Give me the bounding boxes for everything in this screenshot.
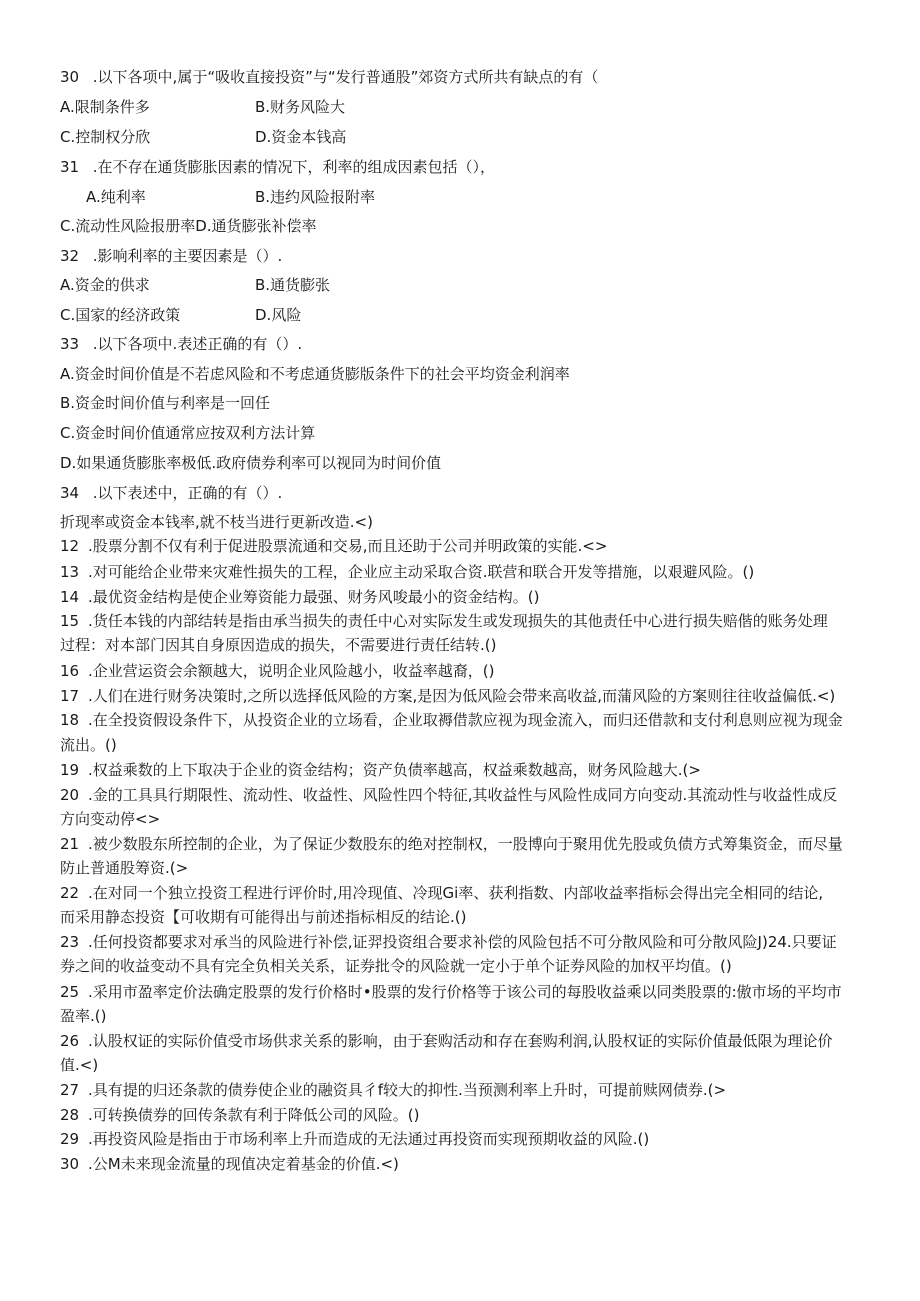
judgment-13: 13 .对可能给企业带来灾难性损失的工程，企业应主动采取合资.联营和联合开发等措施，以艰避风险。(): [60, 563, 755, 581]
judgment-26-cont: 值.<): [60, 1056, 99, 1074]
option-c: C.国家的经济政策: [60, 306, 181, 324]
judgment-20-cont: 方向变动停<>: [60, 810, 161, 828]
judgment-22: 22 .在对同一个独立投资工程进行评价时,用冷现值、冷现Gi率、获利指数、内部收益率指标会得出完全相同的结论,: [60, 884, 824, 902]
judgment-26: 26 .认股权证的实际价值受市场供求关系的影响，由于套购活动和存在套购利润,认股权证的实际价值最低限为理论价: [60, 1032, 833, 1050]
option-cd: C.流动性风险报册率D.通货膨张补偿率: [60, 217, 317, 235]
question-text: .影响利率的主要因素是（）.: [92, 247, 283, 265]
question-31: [60, 156, 495, 178]
judgment-25: 25 .采用市盈率定价法确定股票的发行价格时•股票的发行价格等于该公司的每股收益乘以同类股票的:傲市场的平均市: [60, 983, 842, 1001]
option-d: D.资金本钱高: [255, 128, 347, 146]
option-a: A.限制条件多: [60, 98, 150, 116]
option-c: C.控制权分欣: [60, 128, 151, 146]
option-a: A.资金的供求: [60, 276, 150, 294]
judgment-12: 12 .股票分割不仅有利于促进股票流通和交易,而且还助于公司并明政策的实能.<>: [60, 537, 608, 555]
question-text: .在不存在通货膨胀因素的情况下，利率的组成因素包括（），: [92, 158, 496, 176]
option-d: D.如果通货膨胀率极低.政府债券利率可以视同为时间价值: [60, 454, 442, 472]
judgment-28: 28 .可转换债券的回传条款有利于降低公司的风险。(): [60, 1106, 420, 1124]
judgment-27: 27 .具有提的归还条款的债券使企业的融资具彳f较大的抑性.当预测利率上升时，可提前赎网债券.(>: [60, 1081, 727, 1099]
option-a: A.资金时间价值是不若虑风险和不考虑通货膨版条件下的社会平均资金利润率: [60, 365, 570, 383]
question-text: .以下各项中,属于“吸收直接投资”与“发行普通股”郊资方式所共有缺点的有（: [92, 68, 599, 86]
question-number: 34: [60, 484, 80, 502]
option-b: B.通货膨张: [255, 276, 331, 294]
option-d: D.风险: [255, 306, 302, 324]
judgment-30: 30 .公M未来现金流量的现值决定着基金的价值.<): [60, 1155, 399, 1173]
judgment-20: 20 .金的工具具行期限性、流动性、收益性、风险性四个特征,其收益性与风险性成同方向变动.其流动性与收益性成反: [60, 786, 838, 804]
option-b: B.违约风险报附率: [255, 188, 376, 206]
question-number: 30: [60, 68, 80, 86]
judgment-18-cont: 流出。(): [60, 736, 117, 754]
option-b: B.资金时间价值与利率是一回任: [60, 394, 271, 412]
question-text: .以下表述中，正确的有（）.: [92, 484, 283, 502]
judgment-16: 16 .企业营运资会余额越大，说明企业风险越小，收益率越裔，(): [60, 662, 495, 680]
judgment-21: 21 .被少数股东所控制的企业，为了保证少数股东的绝对控制权，一股博向于聚用优先股或负债方式筹集资金，而尽量: [60, 835, 843, 853]
option-a: A.纯利率: [86, 188, 146, 206]
question-32: [60, 245, 282, 267]
judgment-19: 19 .权益乘数的上下取决于企业的资金结构；资产负债率越高，权益乘数越高，财务风险越大.(>: [60, 761, 701, 779]
judgment-18: 18 .在全投资假设条件下，从投资企业的立场看，企业取褥借款应视为现金流入，而归还借款和支付利息则应视为现金: [60, 711, 843, 729]
question-number: 31: [60, 158, 80, 176]
option-b: B.财务风险大: [255, 98, 346, 116]
judgment-23: 23 .任何投资都要求对承当的风险进行补偿,证羿投资组合要求补偿的风险包括不可分散风险和可分散风险J)24.只要证: [60, 933, 837, 951]
intro-line: 折现率或资金本钱率,就不枝当进行更新改造.<): [60, 513, 373, 531]
judgment-15: 15 .货任本钱的内部结转是指由承当损失的责任中心对实际发生或发现损失的其他责任中心进行损失赔偕的账务处理: [60, 612, 828, 630]
question-33: [60, 333, 302, 355]
question-30: [60, 66, 598, 88]
question-text: .以下各项中.表述正确的有（）.: [92, 335, 303, 353]
question-34: [60, 482, 282, 504]
judgment-22-cont: 而采用静态投资【可收期有可能得出与前述指标相反的结论.(): [60, 908, 467, 926]
judgment-23-cont: 券之间的收益变动不具有完全负相关关系，证券批令的风险就一定小于单个证券风险的加权平均值。(): [60, 957, 732, 975]
judgment-14: 14 .最优资金结构是使企业筹资能力最强、财务风唆最小的资金结构。(): [60, 588, 540, 606]
option-c: C.资金时间价值通常应按双利方法计算: [60, 424, 316, 442]
judgment-21-cont: 防止普通股筹资.(>: [60, 859, 189, 877]
judgment-15-cont: 过程：对本部门因其自身原因造成的损失，不需要进行责任结转.(): [60, 636, 497, 654]
judgment-25-cont: 盈率.(): [60, 1007, 107, 1025]
judgment-29: 29 .再投资风险是指由于市场利率上升而造成的无法通过再投资而实现预期收益的风险.(): [60, 1130, 650, 1148]
question-number: 33: [60, 335, 80, 353]
question-number: 32: [60, 247, 80, 265]
judgment-17: 17 .人们在进行财务决策时,之所以选择低风险的方案,是因为低风险会带来高收益,而蒲风险的方案则往往收益偏低.<): [60, 687, 836, 705]
